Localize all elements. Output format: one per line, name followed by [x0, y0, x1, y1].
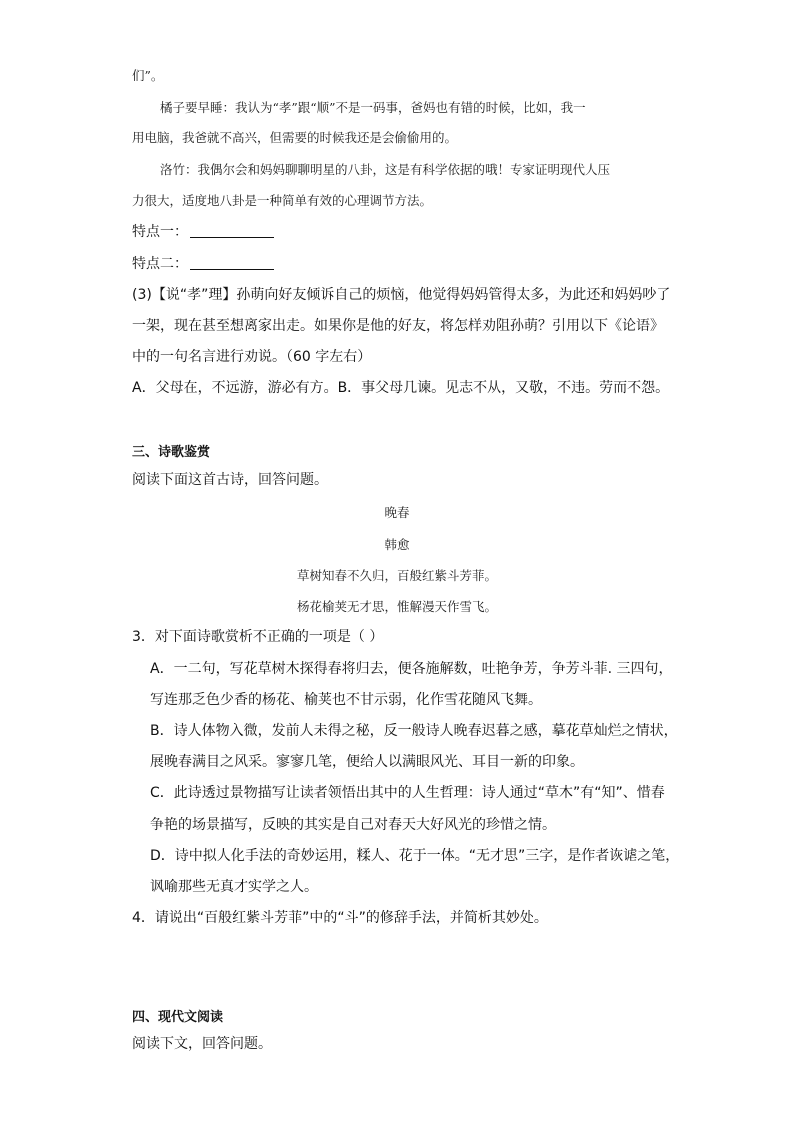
poem-author: 韩愈 — [384, 537, 410, 552]
poem-line2: 杨花榆荚无才思，惟解漫天作雪飞。 — [296, 599, 497, 614]
dialogue-juzi-line2: 用电脑，我爸就不高兴，但需要的时候我还是会偷偷用的。 — [132, 130, 458, 145]
trait-one-blank — [190, 223, 274, 238]
q3-option-d-line2: 讽喻那些无真才实学之人。 — [150, 879, 318, 895]
q3-filial-line1: (3)【说“孝”理】孙萌向好友倾诉自己的烦恼，他觉得妈妈管得太多，为此还和妈妈吵了 — [132, 287, 671, 303]
dialogue-juzi-line1: 橘子要早睡：我认为“孝”跟“顺”不是一码事，爸妈也有错的时候，比如，我一 — [160, 100, 586, 115]
trait-one-label: 特点一： — [132, 224, 188, 240]
trait-two — [132, 254, 274, 274]
q3-option-a-line1: A．一二句，写花草树木探得春将归去，便各施解数，吐艳争芳，争芳斗菲. 三四句， — [150, 661, 673, 677]
dialogue-continuation: 们”。 — [132, 68, 164, 83]
q3-filial-line2: 一架，现在甚至想离家出走。如果你是他的好友，将怎样劝阻孙萌？引用以下《论语》 — [132, 318, 664, 334]
q3-option-d-line1: D．诗中拟人化手法的奇妙运用，糅人、花于一体。“无才思”三字，是作者诙谑之笔， — [150, 848, 680, 864]
dialogue-luozhu-line1: 洛竹：我偶尔会和妈妈聊聊明星的八卦，这是有科学依据的哦！专家证明现代人压 — [160, 162, 611, 177]
q3-option-a-line2: 写连那乏色少香的杨花、榆荚也不甘示弱，化作雪花随风飞舞。 — [150, 692, 542, 708]
q3-stem: 3．对下面诗歌赏析不正确的一项是（ ） — [132, 629, 384, 645]
trait-one — [132, 222, 274, 242]
trait-two-label: 特点二： — [132, 256, 188, 272]
section4-instruction: 阅读下文，回答问题。 — [132, 1036, 272, 1052]
trait-two-blank — [190, 255, 274, 270]
q3-option-b-line2: 展晚春满目之风采。寥寥几笔，便给人以满眼风光、耳目一新的印象。 — [150, 754, 584, 770]
dialogue-luozhu-line2: 力很大，适度地八卦是一种简单有效的心理调节方法。 — [132, 193, 433, 208]
section4-heading: 四、现代文阅读 — [132, 1010, 224, 1025]
q4-stem: 4．请说出“百般红紫斗芳菲”中的“斗”的修辞手法，并简析其妙处。 — [132, 910, 548, 926]
q3-option-c-line2: 争艳的场景描写，反映的其实是自己对春天大好风光的珍惜之情。 — [150, 817, 556, 833]
section3-heading: 三、诗歌鉴赏 — [132, 445, 211, 460]
q3-filial-options: A．父母在，不远游，游必有方。B．事父母几谏。见志不从，又敬，不违。劳而不怨。 — [132, 380, 670, 396]
q3-option-b-line1: B．诗人体物入微，发前人未得之秘，反一般诗人晚春迟暮之感，摹花草灿烂之情状， — [150, 723, 678, 739]
q3-filial-line3: 中的一句名言进行劝说。（60 字左右） — [132, 349, 372, 365]
poem-title: 晚春 — [384, 505, 410, 520]
poem-line1: 草树知春不久归，百般红紫斗芳菲。 — [296, 568, 497, 583]
section3-instruction: 阅读下面这首古诗，回答问题。 — [132, 472, 328, 488]
q3-option-c-line1: C．此诗透过景物描写让读者领悟出其中的人生哲理：诗人通过“草木”有“知”、惜春 — [150, 785, 665, 801]
